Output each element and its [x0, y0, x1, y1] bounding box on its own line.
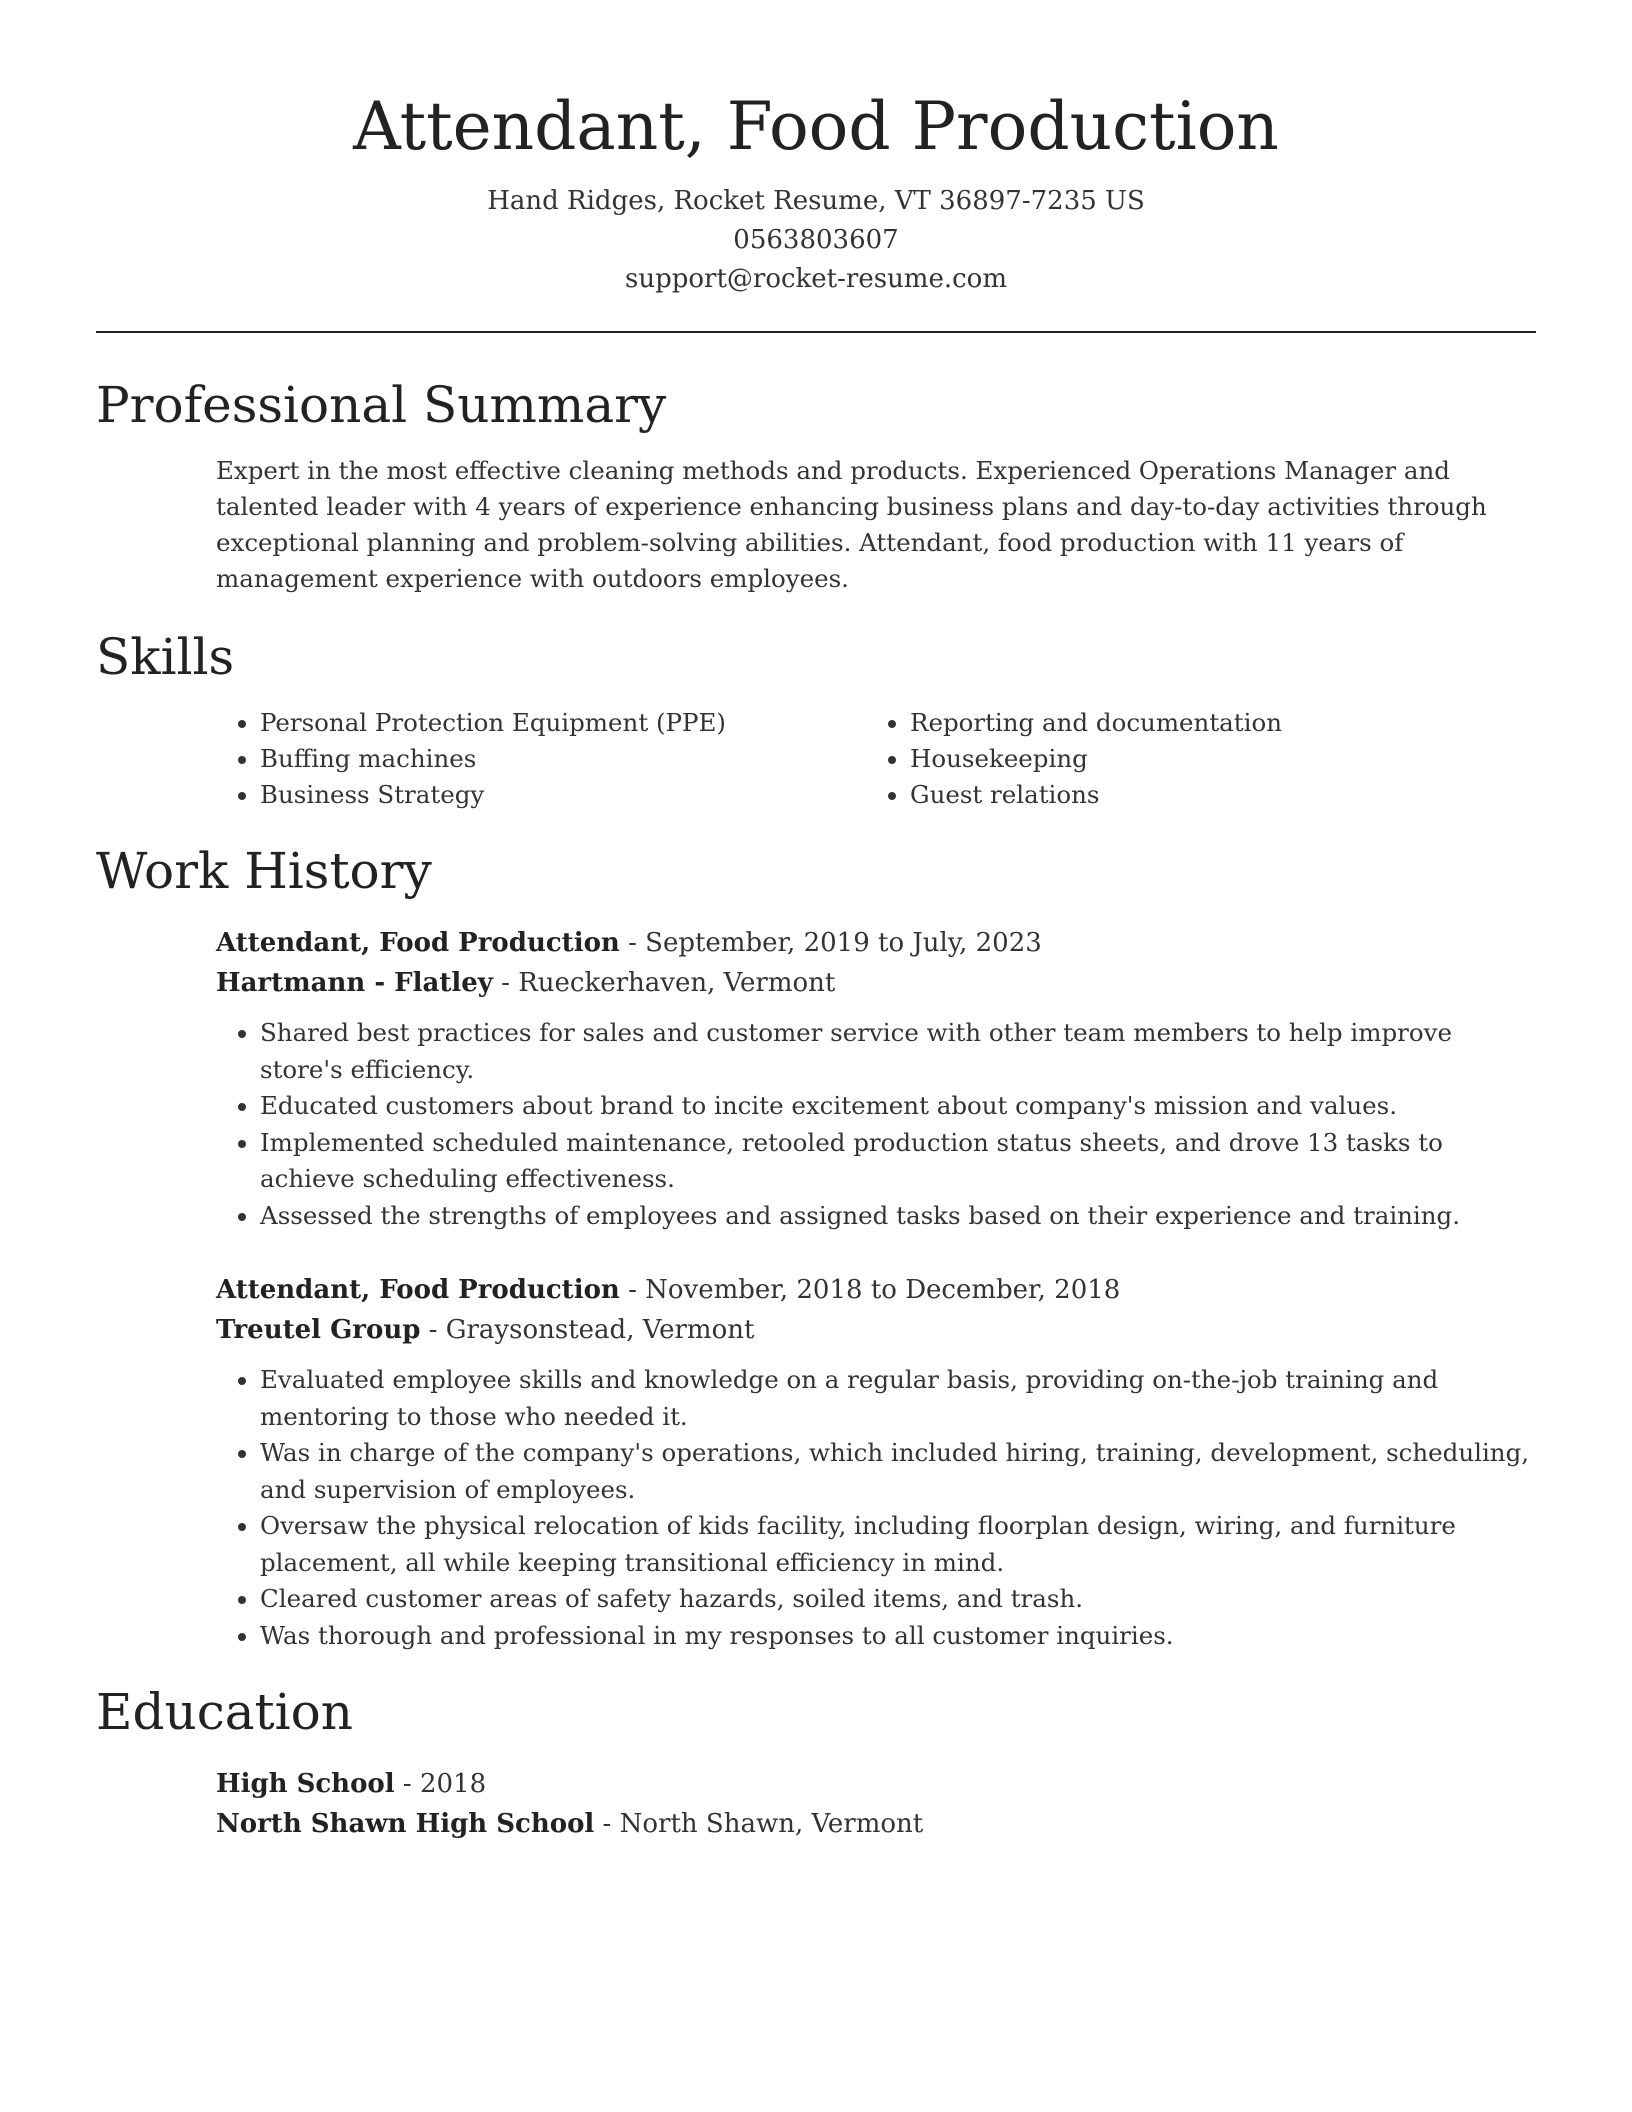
job-entry	[216, 923, 1536, 1234]
header-divider	[96, 331, 1536, 333]
contact-address: Hand Ridges, Rocket Resume, VT 36897-7235 US	[487, 186, 1145, 216]
job-location: - Graysonstead, Vermont	[420, 1315, 755, 1345]
job-bullet: • Shared best practices for sales and customer service with other team members to help improve store's efficiency.	[260, 1015, 1536, 1088]
section-title-education: Education	[96, 1683, 353, 1741]
skills-list	[216, 705, 1536, 813]
resume-page	[96, 0, 1536, 1844]
contact-info	[96, 182, 1536, 299]
skill-item: • Guest relations	[910, 777, 1516, 813]
section-title-work-history: Work History	[96, 842, 432, 900]
skill-item: • Reporting and documentation	[910, 705, 1516, 741]
job-company-line	[216, 963, 1536, 1003]
job-bullet: • Implemented scheduled maintenance, retooled production status sheets, and drove 13 tasks to achieve scheduling effectiveness.	[260, 1125, 1536, 1198]
skill-item: • Housekeeping	[910, 741, 1516, 777]
candidate-name: Attendant, Food Production	[353, 88, 1279, 165]
education-degree-line	[216, 1764, 1536, 1804]
job-dates: - September, 2019 to July, 2023	[619, 928, 1042, 958]
education-degree: High School	[216, 1769, 395, 1799]
education-year: - 2018	[394, 1769, 487, 1799]
resume-header	[96, 0, 1536, 299]
job-location: - Rueckerhaven, Vermont	[492, 968, 836, 998]
skill-item: • Business Strategy	[260, 777, 866, 813]
section-title-skills: Skills	[96, 628, 235, 686]
job-title: Attendant, Food Production	[216, 1275, 620, 1305]
education-school: North Shawn High School	[216, 1809, 595, 1839]
skills-column-left	[216, 705, 866, 813]
job-company-line	[216, 1310, 1536, 1350]
job-entry	[216, 1270, 1536, 1654]
contact-phone: 0563803607	[733, 225, 899, 255]
section-title-summary: Professional Summary	[96, 376, 667, 434]
job-bullet: • Evaluated employee skills and knowledge on a regular basis, providing on-the-job training and mentoring to those who needed it.	[260, 1362, 1536, 1435]
education-entry	[216, 1764, 1536, 1844]
job-bullet: • Oversaw the physical relocation of kids facility, including floorplan design, wiring, and furniture placement, all while keeping transitional efficiency in mind.	[260, 1508, 1536, 1581]
job-bullet: • Assessed the strengths of employees and assigned tasks based on their experience and training.	[260, 1198, 1536, 1235]
job-bullet: • Educated customers about brand to incite excitement about company's mission and values.	[260, 1088, 1536, 1125]
job-bullets	[216, 1362, 1536, 1654]
skills-column-right	[866, 705, 1516, 813]
skill-item: • Personal Protection Equipment (PPE)	[260, 705, 866, 741]
job-dates: - November, 2018 to December, 2018	[619, 1275, 1121, 1305]
job-bullets	[216, 1015, 1536, 1234]
job-bullet: • Was in charge of the company's operations, which included hiring, training, development, scheduling, and supervision of employees.	[260, 1435, 1536, 1508]
job-company: Hartmann - Flatley	[216, 968, 493, 998]
job-company: Treutel Group	[216, 1315, 421, 1345]
job-title: Attendant, Food Production	[216, 928, 620, 958]
education-school-line	[216, 1804, 1536, 1844]
job-title-line	[216, 923, 1536, 963]
skill-item: • Buffing machines	[260, 741, 866, 777]
job-bullet: • Cleared customer areas of safety hazards, soiled items, and trash.	[260, 1581, 1536, 1618]
contact-email: support@rocket-resume.com	[624, 264, 1007, 294]
job-title-line	[216, 1270, 1536, 1310]
summary-text: Expert in the most effective cleaning methods and products. Experienced Operations Manager and talented leader with 4 years of experience enhancing business plans and day-to-day activities through exceptional planning and problem-solving abilities. Attendant, food production with 11 years of management experience with outdoors employees.	[216, 456, 1487, 593]
education-location: - North Shawn, Vermont	[594, 1809, 924, 1839]
job-bullet: • Was thorough and professional in my responses to all customer inquiries.	[260, 1618, 1536, 1655]
